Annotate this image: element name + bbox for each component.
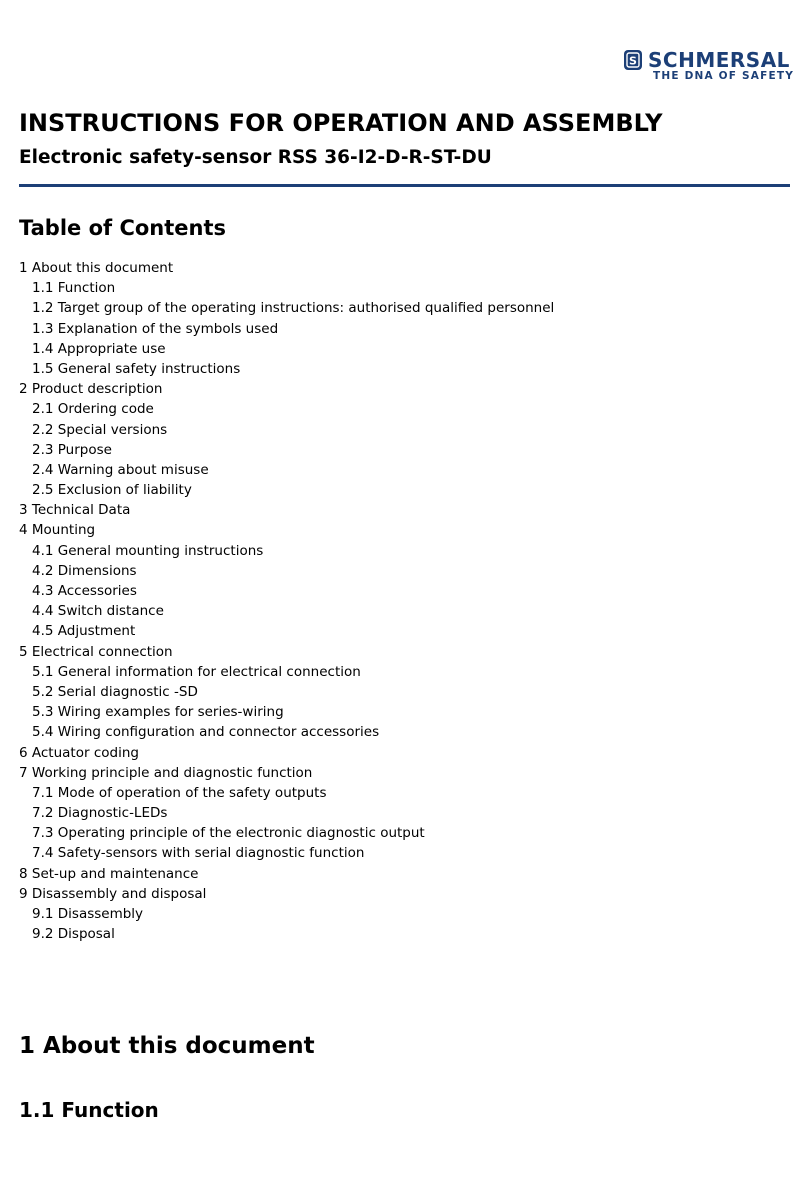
toc-entry[interactable]: 7.2 Diagnostic-LEDs xyxy=(32,805,168,822)
subsection-heading: 1.1 Function xyxy=(19,1098,159,1122)
toc-entry[interactable]: 5.1 General information for electrical connection xyxy=(32,663,361,680)
toc-entry[interactable]: 9 Disassembly and disposal xyxy=(19,885,207,902)
document-title: INSTRUCTIONS FOR OPERATION AND ASSEMBLY xyxy=(19,109,663,137)
toc-entry[interactable]: 7.4 Safety-sensors with serial diagnostic function xyxy=(32,845,365,862)
toc-entry[interactable]: 8 Set-up and maintenance xyxy=(19,865,199,882)
toc-entry[interactable]: 2.3 Purpose xyxy=(32,441,112,458)
toc-entry[interactable]: 4.4 Switch distance xyxy=(32,603,164,620)
toc-entry[interactable]: 2.2 Special versions xyxy=(32,421,168,438)
toc-entry[interactable]: 5.2 Serial diagnostic -SD xyxy=(32,683,198,700)
toc-entry[interactable]: 4 Mounting xyxy=(19,522,96,539)
toc-entry[interactable]: 5.3 Wiring examples for series-wiring xyxy=(32,704,284,721)
toc-heading: Table of Contents xyxy=(19,216,227,240)
toc-entry[interactable]: 1.1 Function xyxy=(32,280,116,297)
toc-entry[interactable]: 1 About this document xyxy=(19,260,174,276)
table-of-contents xyxy=(19,258,554,944)
toc-entry[interactable]: 7.1 Mode of operation of the safety outputs xyxy=(32,784,327,801)
logo-tagline: THE DNA OF SAFETY xyxy=(653,70,795,82)
logo-wordmark: SCHMERSAL xyxy=(648,48,790,72)
toc-entry[interactable]: 9.2 Disposal xyxy=(32,926,115,943)
logo-mark-letter: S xyxy=(629,54,637,68)
toc-entry[interactable]: 9.1 Disassembly xyxy=(32,906,144,922)
schmersal-shield-icon xyxy=(624,50,642,70)
toc-entry[interactable]: 2.1 Ordering code xyxy=(32,401,154,418)
section-heading: 1 About this document xyxy=(19,1033,315,1059)
toc-entry[interactable]: 5.4 Wiring configuration and connector accessories xyxy=(32,724,380,741)
toc-entry[interactable]: 1.3 Explanation of the symbols used xyxy=(32,320,279,337)
toc-entry[interactable]: 7.3 Operating principle of the electronic diagnostic output xyxy=(32,825,425,842)
toc-entry[interactable]: 7 Working principle and diagnostic function xyxy=(19,764,313,781)
schmersal-logo xyxy=(624,48,795,84)
toc-entry[interactable]: 1.4 Appropriate use xyxy=(32,340,166,357)
toc-entry[interactable]: 1.2 Target group of the operating instructions: authorised qualified personnel xyxy=(32,300,555,317)
toc-entry[interactable]: 4.5 Adjustment xyxy=(32,623,136,640)
toc-entry[interactable]: 1.5 General safety instructions xyxy=(32,360,241,377)
toc-entry[interactable]: 2.4 Warning about misuse xyxy=(32,461,209,478)
toc-entry[interactable]: 4.2 Dimensions xyxy=(32,562,137,579)
toc-entry[interactable]: 6 Actuator coding xyxy=(19,744,139,761)
document-subtitle: Electronic safety-sensor RSS 36-I2-D-R-ST-DU xyxy=(19,147,492,168)
toc-entry[interactable]: 4.3 Accessories xyxy=(32,583,137,599)
header-divider xyxy=(19,184,790,187)
toc-entry[interactable]: 5 Electrical connection xyxy=(19,643,173,660)
toc-entry[interactable]: 2.5 Exclusion of liability xyxy=(32,482,192,499)
toc-entry[interactable]: 4.1 General mounting instructions xyxy=(32,542,264,559)
toc-entry[interactable]: 2 Product description xyxy=(19,381,163,398)
toc-entry[interactable]: 3 Technical Data xyxy=(19,502,131,519)
